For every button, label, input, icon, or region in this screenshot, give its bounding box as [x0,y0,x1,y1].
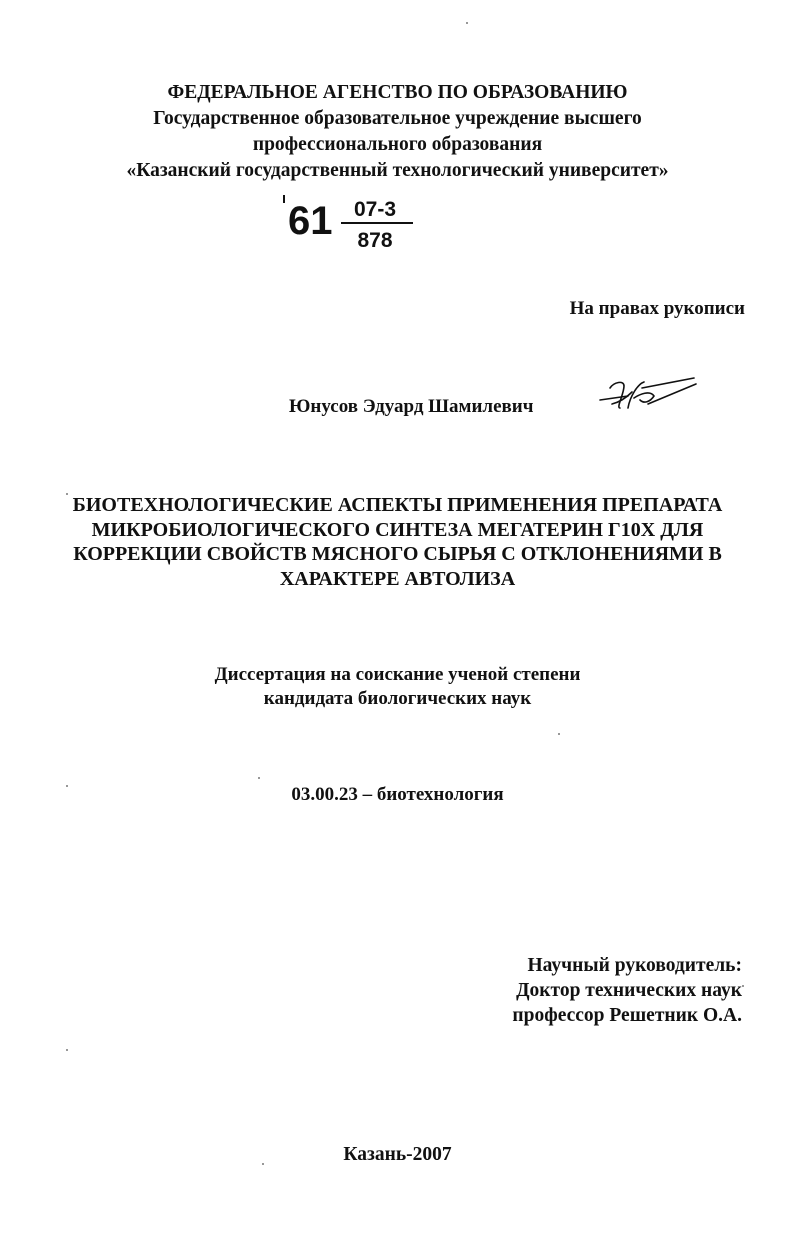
advisor-name: профессор Решетник О.А. [512,1005,742,1026]
signature-icon [598,374,702,423]
stamp-tick [283,195,285,203]
stamp-fraction-line [341,222,413,224]
organization-header [0,80,795,184]
degree-statement [0,663,795,711]
advisor-heading: Научный руководитель: [527,955,742,976]
title-line: МИКРОБИОЛОГИЧЕСКОГО СИНТЕЗА МЕГАТЕРИН Г10Х ДЛЯ [91,518,704,541]
city-year: Казань-2007 [343,1144,452,1165]
stamp-main-number: 61 [288,199,333,243]
scan-speck [742,985,744,987]
rights-note: На правах рукописи [569,298,745,319]
scan-speck [66,1049,68,1051]
degree-line: кандидата биологических наук [263,688,532,709]
scan-speck [558,733,560,735]
university-name: «Казанский государственный технологический университет» [126,160,669,181]
title-line: КОРРЕКЦИИ СВОЙСТВ МЯСНОГО СЫРЬЯ С ОТКЛОНЕНИЯМИ В [73,543,722,565]
author-name: Юнусов Эдуард Шамилевич [289,396,534,417]
dissertation-title [0,493,795,591]
institution-type-cont: профессионального образования [252,134,543,155]
stamp-denominator: 878 [357,229,393,252]
scan-speck [66,785,68,787]
stamp-numerator: 07-3 [353,198,397,221]
degree-line: Диссертация на соискание ученой степени [214,664,581,685]
agency-name: ФЕДЕРАЛЬНОЕ АГЕНСТВО ПО ОБРАЗОВАНИЮ [167,82,628,103]
institution-type: Государственное образовательное учреждение высшего [153,108,642,129]
scan-speck [258,777,260,779]
scan-speck [262,1163,264,1165]
specialty-code: 03.00.23 – биотехнология [291,784,504,805]
scan-speck [66,493,68,495]
title-line: БИОТЕХНОЛОГИЧЕСКИЕ АСПЕКТЫ ПРИМЕНЕНИЯ ПРЕПАРАТА [72,494,723,516]
scientific-advisor [512,953,742,1028]
scan-speck [466,22,468,24]
title-line: ХАРАКТЕРЕ АВТОЛИЗА [279,567,516,590]
advisor-degree: Доктор технических наук [516,980,742,1001]
